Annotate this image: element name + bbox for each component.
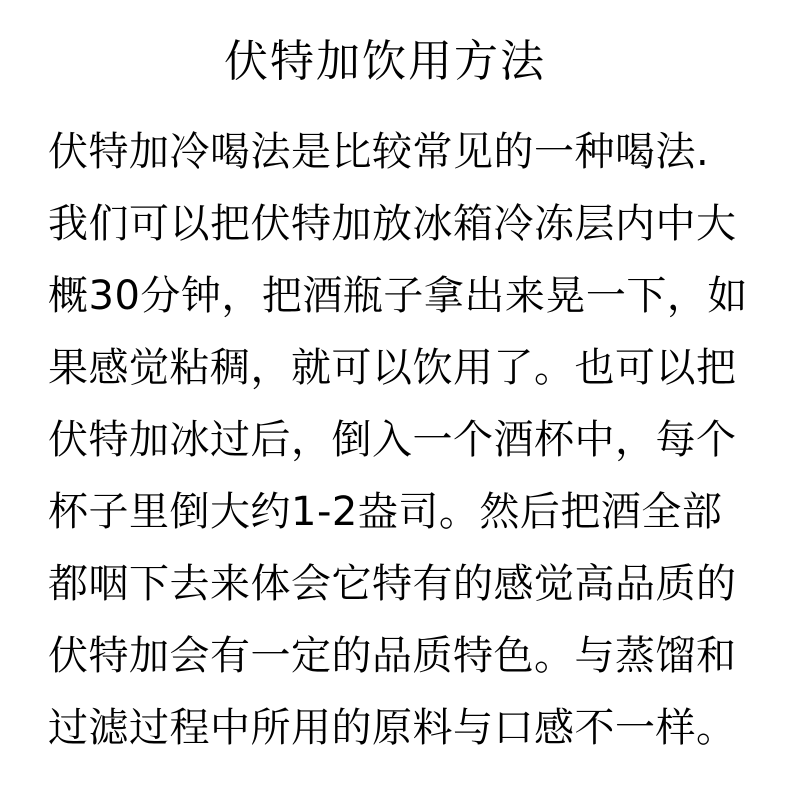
text-line: 杯子里倒大约1-2盎司。然后把酒全部 xyxy=(48,489,723,535)
text-line: 都咽下去来体会它特有的感觉高品质的 xyxy=(48,561,737,607)
text-line: 伏特加冰过后，倒入一个酒杯中，每个 xyxy=(48,417,737,463)
text-line: 伏特加冷喝法是比较常见的一种喝法. xyxy=(48,129,710,175)
page-title: 伏特加饮用方法 xyxy=(224,36,546,87)
body-text xyxy=(48,116,768,764)
text-line: 过滤过程中所用的原料与口感不一样。 xyxy=(48,705,737,751)
text-line: 概30分钟，把酒瓶子拿出来晃一下，如 xyxy=(48,273,748,319)
text-line: 伏特加会有一定的品质特色。与蒸馏和 xyxy=(48,633,737,679)
text-line: 果感觉粘稠，就可以饮用了。也可以把 xyxy=(48,345,737,391)
text-line: 我们可以把伏特加放冰箱冷冻层内中大 xyxy=(48,201,737,247)
